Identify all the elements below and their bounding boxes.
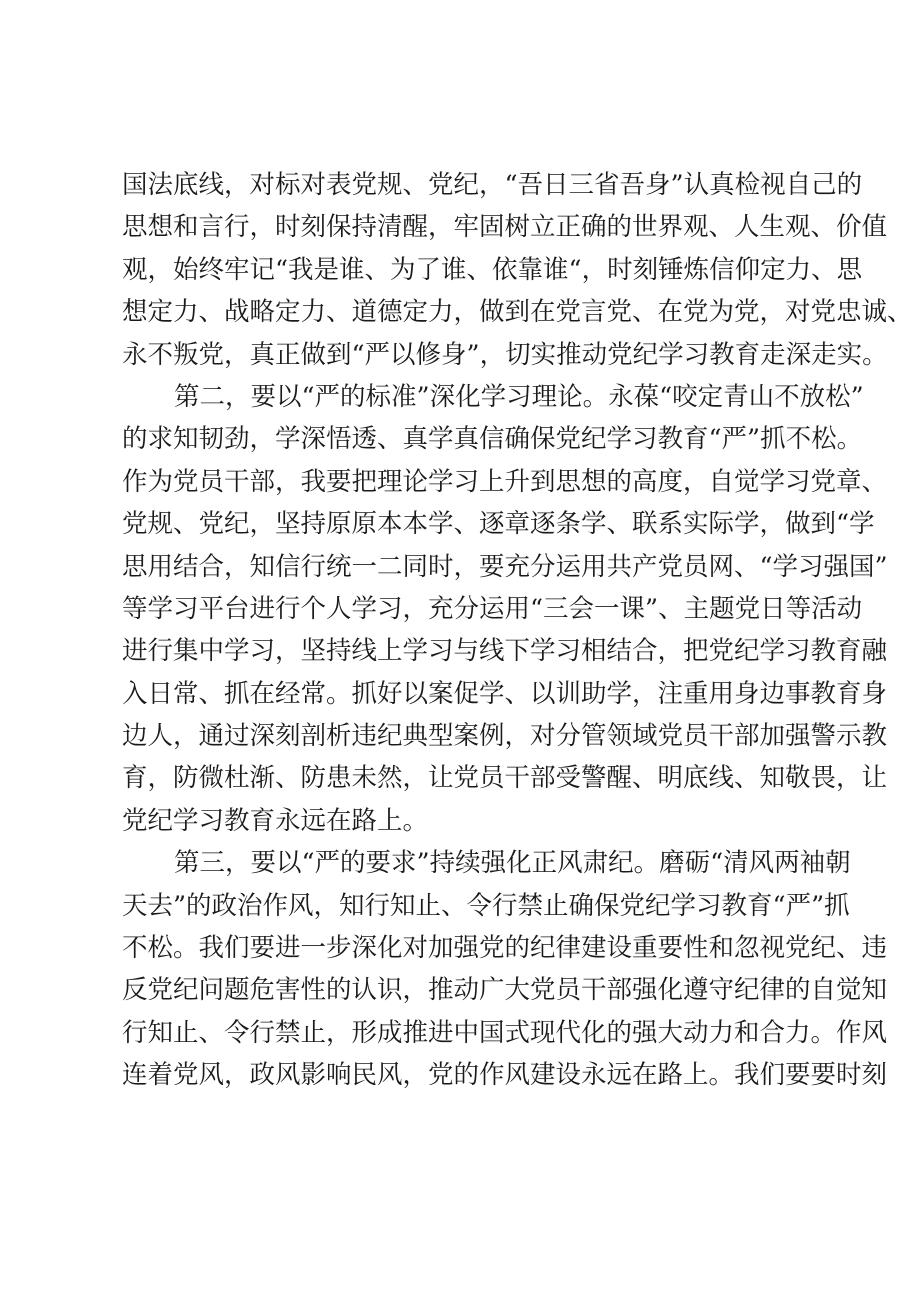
text-line: 党规、党纪，坚持原原本本学、逐章逐条学、联系实际学，做到“学 <box>122 509 875 540</box>
text-line: 党纪学习教育永远在路上。 <box>122 805 429 836</box>
text-line: 第三，要以“严的要求”持续强化正风肃纪。磨砺“清风两袖朝 <box>174 848 851 879</box>
text-line: 观，始终牢记“我是谁、为了谁、依靠谁“，时刻锤炼信仰定力、思 <box>122 254 863 285</box>
text-line: 第二，要以“严的标准”深化学习理论。永葆“咬定青山不放松” <box>174 381 864 412</box>
text-line: 国法底线，对标对表党规、党纪，“吾日三省吾身”认真检视自己的 <box>122 170 863 200</box>
paragraph-continuation <box>122 164 913 376</box>
paragraph-second <box>122 376 888 842</box>
text-line: 思用结合，知信行统一二同时，要充分运用共产党员网、“学习强国” <box>122 551 888 582</box>
text-line: 行知止、令行禁止，形成推进中国式现代化的强大动力和合力。作风 <box>122 1017 888 1048</box>
text-line: 连着党风，政风影响民风，党的作风建设永远在路上。我们要要时刻 <box>122 1060 888 1091</box>
paragraph-third <box>122 842 888 1096</box>
text-line: 不松。我们要进一步深化对加强党的纪律建设重要性和忽视党纪、违 <box>122 933 888 964</box>
text-line: 思想和言行，时刻保持清醒，牢固树立正确的世界观、人生观、价值 <box>122 212 888 243</box>
text-line: 的求知韧劲，学深悟透、真学真信确保党纪学习教育“严”抓不松。 <box>122 424 863 455</box>
text-line: 等学习平台进行个人学习，充分运用“三会一课”、主题党日等活动 <box>122 593 863 624</box>
text-line: 作为党员干部，我要把理论学习上升到思想的高度，自觉学习党章、 <box>122 466 888 497</box>
document-body <box>122 164 913 1097</box>
text-line: 进行集中学习，坚持线上学习与线下学习相结合，把党纪学习教育融 <box>122 636 888 667</box>
text-line: 入日常、抓在经常。抓好以案促学、以训助学，注重用身边事教育身 <box>122 678 888 709</box>
text-line: 天去”的政治作风，知行知止、令行禁止确保党纪学习教育“严”抓 <box>122 890 850 921</box>
text-line: 想定力、战略定力、道德定力，做到在党言党、在党为党，对党忠诚、 <box>122 297 913 328</box>
text-line: 边人，通过深刻剖析违纪典型案例，对分管领域党员干部加强警示教 <box>122 721 888 752</box>
text-line: 反党纪问题危害性的认识，推动广大党员干部强化遵守纪律的自觉知 <box>122 975 888 1006</box>
text-line: 育，防微杜渐、防患未然，让党员干部受警醒、明底线、知敬畏，让 <box>122 763 888 794</box>
text-line: 永不叛党，真正做到“严以修身”，切实推动党纪学习教育走深走实。 <box>122 339 888 370</box>
